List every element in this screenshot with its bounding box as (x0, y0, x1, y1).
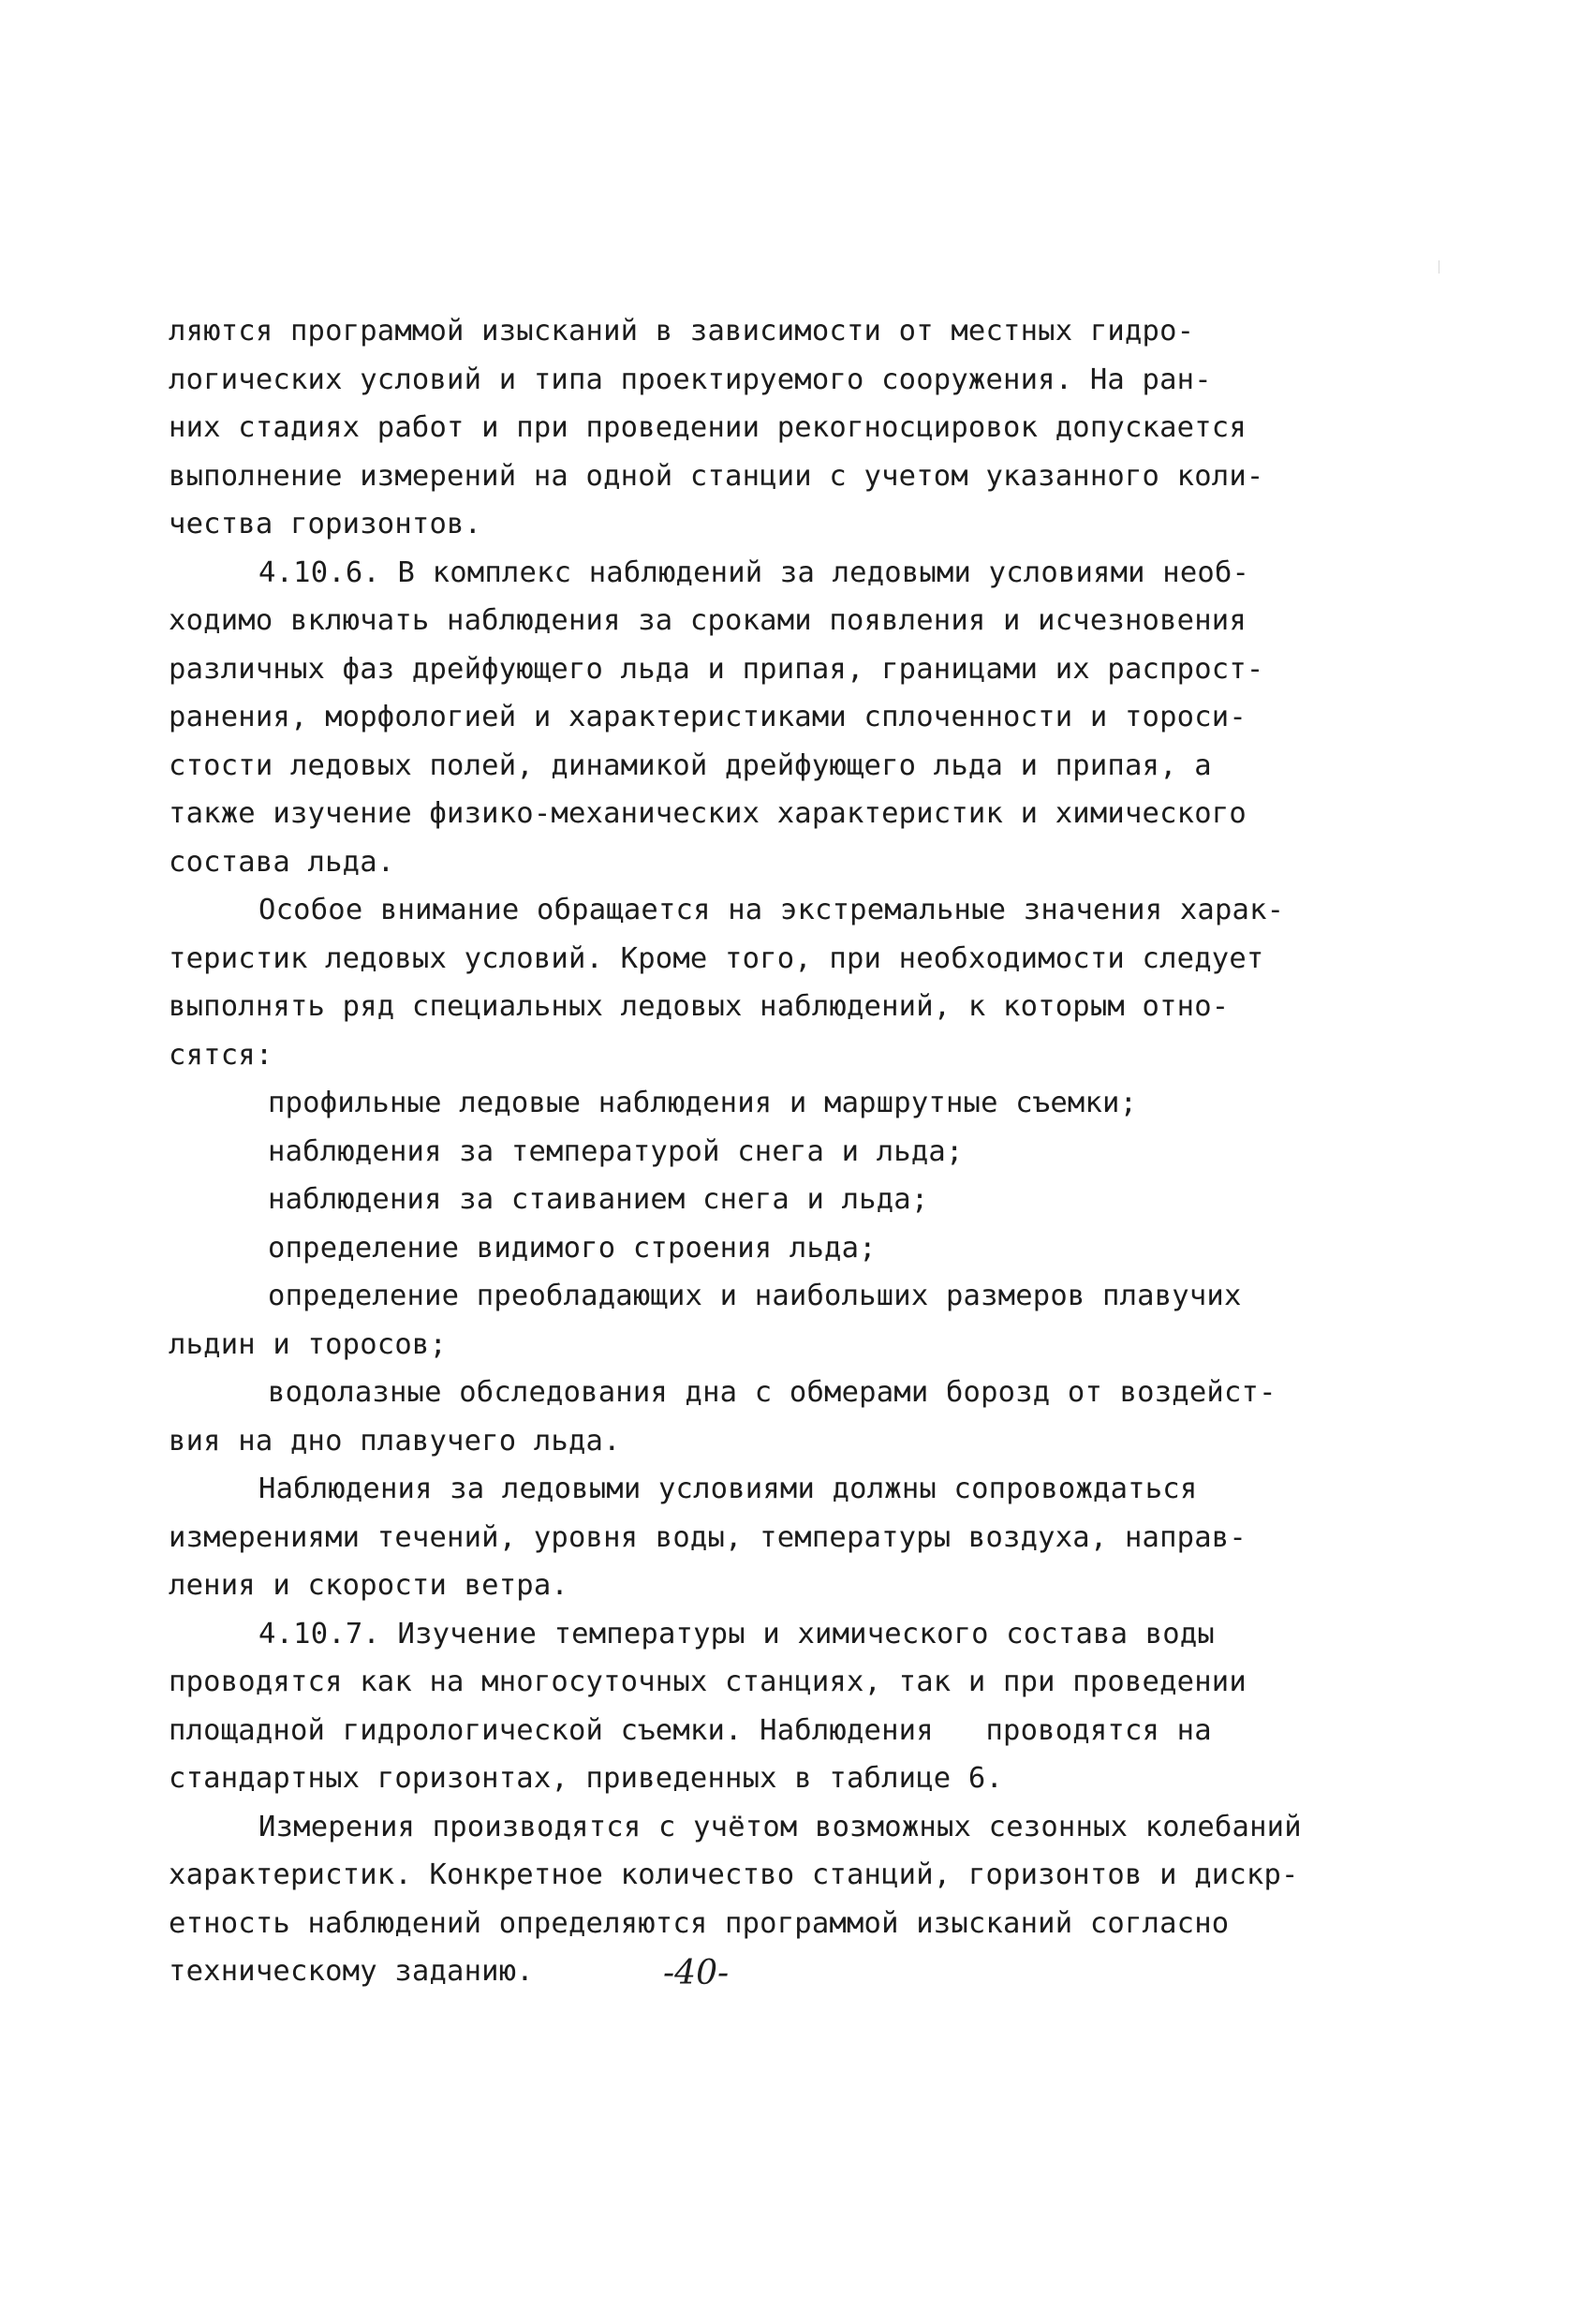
text-line: сятся: (169, 1038, 273, 1072)
paragraph-start: Особое внимание обращается на экстремальные значения харак- (258, 894, 1285, 926)
page-number: -40- (663, 1954, 730, 1992)
list-item: водолазные обследования дна с обмерами борозд от воздейст- (268, 1376, 1277, 1409)
text-line: теристик ледовых условий. Кроме того, при необходимости следует (169, 941, 1264, 975)
text-line: выполнять ряд специальных ледовых наблюдений, к которым отно- (169, 990, 1230, 1023)
text-line: етность наблюдений определяются программой изысканий согласно (169, 1906, 1230, 1940)
list-item-continuation: льдин и торосов; (169, 1327, 448, 1361)
list-item-continuation: вия на дно плавучего льда. (169, 1424, 621, 1458)
text-line: ления и скорости ветра. (169, 1569, 568, 1602)
text-line: стости ледовых полей, динамикой дрейфующего льда и припая, а (169, 748, 1212, 782)
text-line: состава льда. (169, 845, 395, 879)
text-line: также изучение физико-механических характеристик и химического (169, 797, 1247, 830)
section-4-10-7-start: 4.10.7. Изучение температуры и химического состава воды (258, 1617, 1215, 1650)
text-line: стандартных горизонтах, приведенных в таблице 6. (169, 1762, 1004, 1795)
text-line: ранения, морфологией и характеристиками сплоченности и тороси- (169, 701, 1247, 733)
list-item: определение видимого строения льда; (268, 1231, 877, 1265)
list-item: наблюдения за стаиванием снега и льда; (268, 1183, 929, 1216)
section-4-10-6-start: 4.10.6. В комплекс наблюдений за ледовыми условиями необ- (258, 555, 1250, 589)
text-line: характеристик. Конкретное количество станций, горизонтов и дискр- (169, 1858, 1299, 1891)
text-line: них стадиях работ и при проведении рекогносцировок допускается (169, 411, 1247, 444)
text-line: выполнение измерений на одной станции с учетом указанного коли- (169, 459, 1264, 493)
text-line: площадной гидрологической съемки. Наблюдения проводятся на (169, 1713, 1212, 1747)
text-line: проводятся как на многосуточных станциях, так и при проведении (169, 1665, 1247, 1698)
list-item: определение преобладающих и наибольших размеров плавучих (268, 1280, 1242, 1312)
text-line: ляются программой изысканий в зависимости от местных гидро- (169, 315, 1195, 348)
text-line: ходимо включать наблюдения за сроками появления и исчезновения (169, 604, 1247, 637)
text-line: различных фаз дрейфующего льда и припая, границами их распрост- (169, 652, 1264, 686)
list-item: профильные ледовые наблюдения и маршрутные съемки; (268, 1087, 1138, 1119)
list-item: наблюдения за температурой снега и льда; (268, 1134, 964, 1168)
text-line: логических условий и типа проектируемого сооружения. На ран- (169, 363, 1212, 396)
text-line: измерениями течений, уровня воды, температуры воздуха, направ- (169, 1520, 1247, 1554)
body-text (169, 307, 1442, 1996)
paragraph-start: Измерения производятся с учётом возможных сезонных колебаний (258, 1810, 1302, 1843)
text-line: техническому заданию. (169, 1955, 534, 1988)
text-line: чества горизонтов. (169, 508, 482, 540)
paragraph-start: Наблюдения за ледовыми условиями должны сопровождаться (258, 1473, 1198, 1505)
